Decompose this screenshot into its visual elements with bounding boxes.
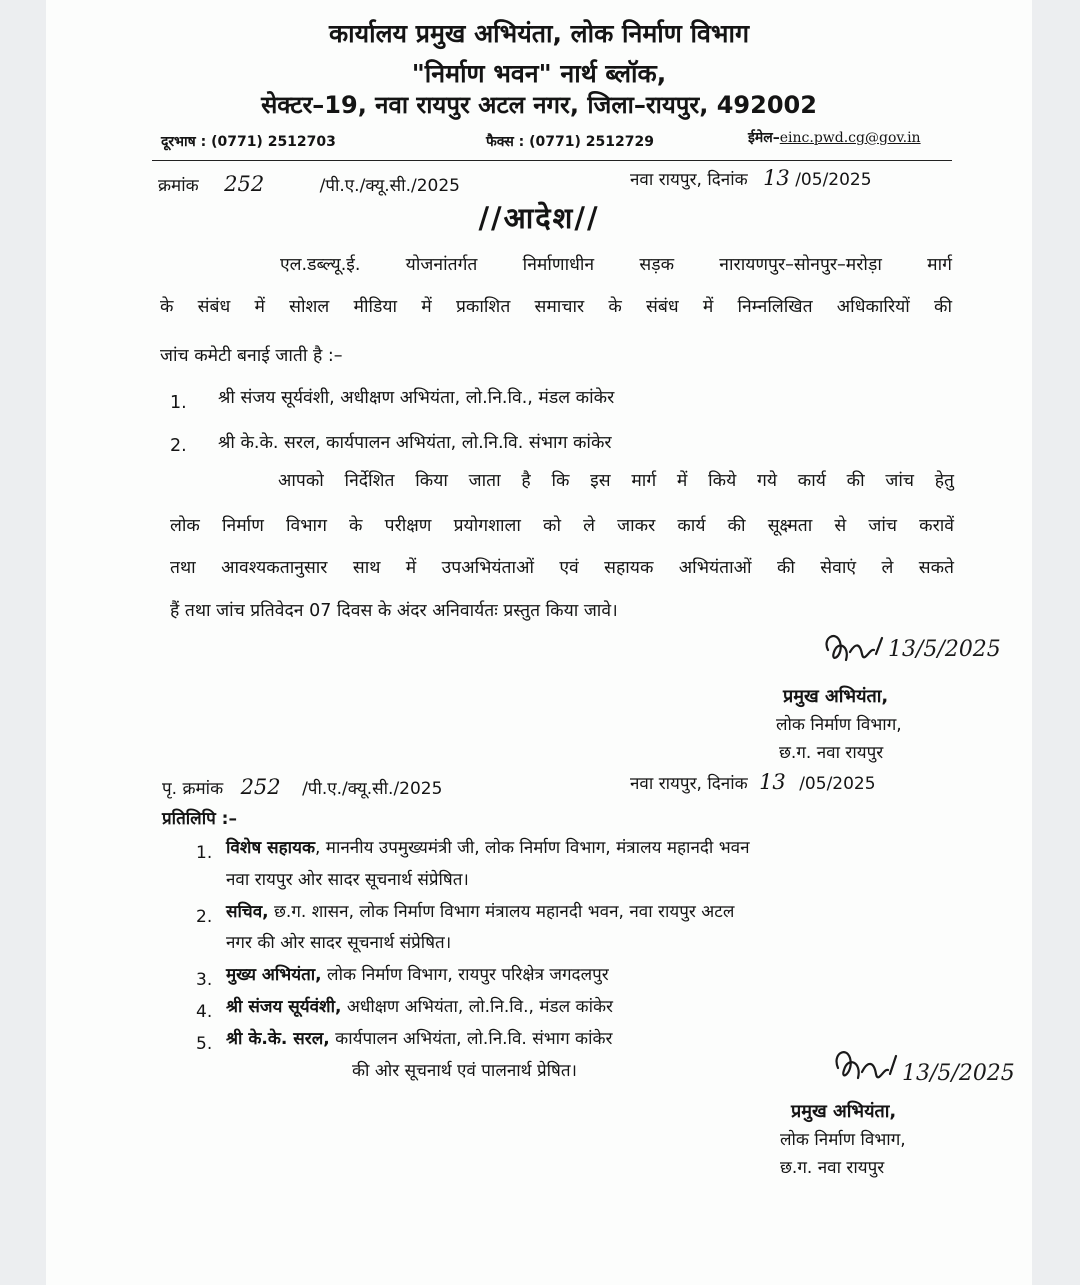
reference-suffix: /पी.ए./क्यू.सी./2025 <box>319 176 460 196</box>
reference-label: क्रमांक <box>158 176 199 196</box>
para2-line4: हैं तथा जांच प्रतिवेदन 07 दिवस के अंदर अनिवार्यतः प्रस्तुत किया जावे। <box>170 601 618 621</box>
letterhead-email <box>748 128 921 147</box>
copy-item-1-number: 1. <box>196 843 213 863</box>
letterhead-rule <box>152 160 952 161</box>
copy-item-4 <box>226 994 613 1017</box>
signature-scribble-2 <box>828 1038 1018 1098</box>
endorsement-number: 252 <box>240 775 281 799</box>
letterhead-office: कार्यालय प्रमुख अभियंता, लोक निर्माण विभाग <box>328 19 750 48</box>
copy-item-4-rest: अधीक्षण अभियंता, लो.नि.वि., मंडल कांकेर <box>341 997 614 1017</box>
endorsement-date-label: नवा रायपुर, दिनांक <box>630 774 748 794</box>
letterhead-address: सेक्टर–19, नवा रायपुर अटल नगर, जिला–रायपुर, 492002 <box>261 91 817 119</box>
endorsement-suffix: /पी.ए./क्यू.सी./2025 <box>302 779 443 799</box>
copy-item-5-number: 5. <box>196 1034 213 1054</box>
letterhead-building: "निर्माण भवन" नार्थ ब्लॉक, <box>411 59 667 88</box>
reference-date <box>630 166 872 190</box>
letterhead-fax: फैक्स : (0771) 2512729 <box>486 134 654 150</box>
copy-item-3-number: 3. <box>196 970 213 990</box>
endorsement-month-year: /05/2025 <box>799 774 876 794</box>
para1-line1: एल.डब्ल्यू.ई. योजनांतर्गत निर्माणाधीन सड़क नारायणपुर–सोनपुर–मरोड़ा मार्ग <box>280 255 952 275</box>
document-page <box>46 0 1032 1285</box>
para1-line3: जांच कमेटी बनाई जाती है :– <box>160 346 343 366</box>
para2-line3: तथा आवश्यकतानुसार साथ में उपअभियंताओं एवं सहायक अभियंताओं की सेवाएं ले सकते <box>170 558 954 578</box>
copy-item-2-number: 2. <box>196 907 213 927</box>
reference-date-label: नवा रायपुर, दिनांक <box>630 170 748 190</box>
copy-item-5-recipient: श्री के.के. सरल, <box>226 1029 330 1049</box>
signature-2-dept: लोक निर्माण विभाग, <box>780 1130 906 1150</box>
endorsement-label: पृ. क्रमांक <box>162 779 224 799</box>
copy-item-2 <box>226 899 734 922</box>
member-1-text: श्री संजय सूर्यवंशी, अधीक्षण अभियंता, लो.नि.वि., मंडल कांकेर <box>218 388 615 408</box>
copy-item-2-rest: छ.ग. शासन, लोक निर्माण विभाग मंत्रालय महानदी भवन, नवा रायपुर अटल <box>268 902 735 922</box>
copy-item-1-recipient: विशेष सहायक <box>226 838 315 858</box>
signature-1-dept: लोक निर्माण विभाग, <box>776 715 902 735</box>
member-2-text: श्री के.के. सरल, कार्यपालन अभियंता, लो.नि.वि. संभाग कांकेर <box>218 433 612 453</box>
copy-item-1-rest: , माननीय उपमुख्यमंत्री जी, लोक निर्माण विभाग, मंत्रालय महानदी भवन <box>315 838 750 858</box>
member-1-number: 1. <box>170 393 187 413</box>
copy-item-3-recipient: मुख्य अभियंता, <box>226 965 322 985</box>
letterhead-phone: दूरभाष : (0771) 2512703 <box>161 134 336 150</box>
copy-item-1 <box>226 835 750 858</box>
para2-line2: लोक निर्माण विभाग के परीक्षण प्रयोगशाला को ले जाकर कार्य की सूक्ष्मता से जांच करावें <box>170 516 954 536</box>
copy-item-2-recipient: सचिव, <box>226 902 269 922</box>
reference-month-year: /05/2025 <box>795 170 872 190</box>
copy-item-3-rest: लोक निर्माण विभाग, रायपुर परिक्षेत्र जगदलपुर <box>321 965 609 985</box>
signature-scribble-1 <box>816 620 1001 680</box>
copy-closing: की ओर सूचनार्थ एवं पालनार्थ प्रेषित। <box>352 1061 577 1081</box>
reference-number: 252 <box>224 172 265 196</box>
para1-line2: के संबंध में सोशल मीडिया में प्रकाशित समाचार के संबंध में निम्नलिखित अधिकारियों की <box>160 297 952 317</box>
copy-item-1-cont: नवा रायपुर ओर सादर सूचनार्थ संप्रेषित। <box>226 870 469 890</box>
copy-item-5-rest: कार्यपालन अभियंता, लो.नि.वि. संभाग कांकेर <box>329 1029 613 1049</box>
para2-line1: आपको निर्देशित किया जाता है कि इस मार्ग में किये गये कार्य की जांच हेतु <box>278 471 954 491</box>
copy-item-4-recipient: श्री संजय सूर्यवंशी, <box>226 997 342 1017</box>
reference-day: 13 <box>763 166 790 190</box>
email-label: ईमेल– <box>748 130 780 146</box>
endorsement-day: 13 <box>759 770 786 794</box>
reference-line <box>158 172 460 196</box>
copy-item-5 <box>226 1026 613 1049</box>
signature-2-designation: प्रमुख अभियंता, <box>791 1101 897 1122</box>
signature-2-place: छ.ग. नवा रायपुर <box>780 1158 885 1178</box>
copy-item-3 <box>226 962 609 985</box>
email-address: einc.pwd.cg@gov.in <box>779 130 921 146</box>
signature-2-date: 13/5/2025 <box>902 1061 1015 1086</box>
signature-1-place: छ.ग. नवा रायपुर <box>779 743 884 763</box>
endorsement-date <box>630 770 876 794</box>
order-title: //आदेश// <box>478 201 600 235</box>
copy-to-label: प्रतिलिपि :– <box>162 809 237 829</box>
signature-1-date: 13/5/2025 <box>888 637 1001 662</box>
copy-item-4-number: 4. <box>196 1002 213 1022</box>
signature-1-designation: प्रमुख अभियंता, <box>783 686 889 707</box>
endorsement-reference <box>162 775 442 799</box>
member-2-number: 2. <box>170 436 187 456</box>
copy-item-2-cont: नगर की ओर सादर सूचनार्थ संप्रेषित। <box>226 933 452 953</box>
